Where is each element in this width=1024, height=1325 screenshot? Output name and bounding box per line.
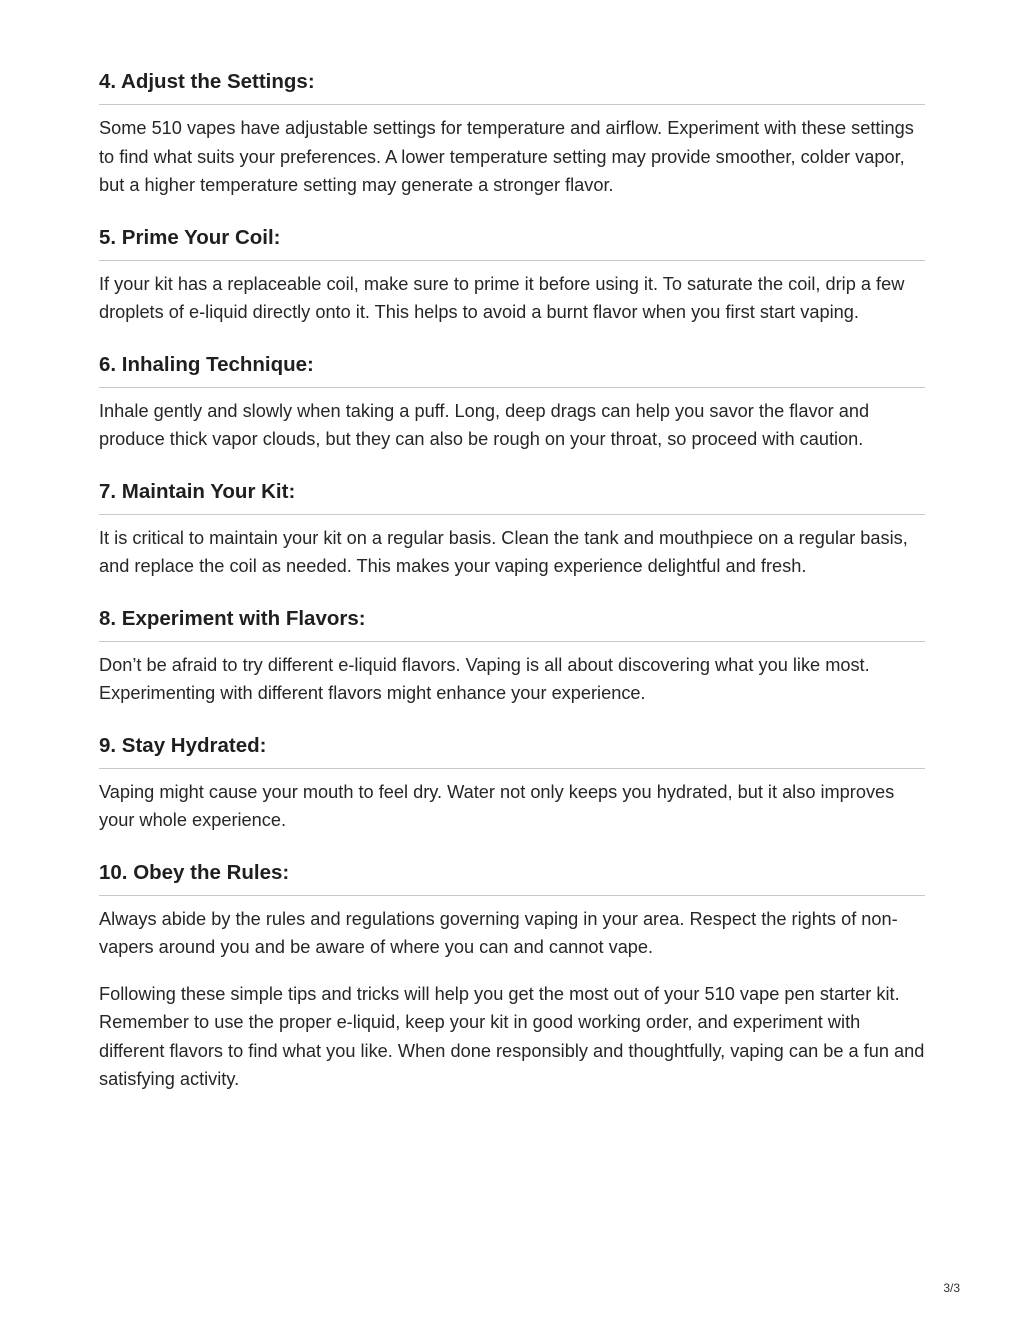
section-heading: 8. Experiment with Flavors:	[99, 604, 925, 642]
document-content	[99, 67, 925, 1094]
closing-paragraph: Following these simple tips and tricks will help you get the most out of your 510 vape pen starter kit. Remember to use the proper e-liquid, keep your kit in good working order, and experiment with different flavors to find what you like. When done responsibly and thoughtfully, vaping can be a fun and satisfying activity.	[99, 983, 925, 1089]
section-obey-rules	[99, 858, 925, 1094]
section-heading: 7. Maintain Your Kit:	[99, 477, 925, 515]
section-heading: 4. Adjust the Settings:	[99, 67, 925, 105]
section-heading: 9. Stay Hydrated:	[99, 731, 925, 769]
section-paragraph: If your kit has a replaceable coil, make sure to prime it before using it. To saturate the coil, drip a few droplets of e-liquid directly onto it. This helps to avoid a burnt flavor when you first start vaping.	[99, 273, 905, 322]
section-stay-hydrated	[99, 731, 925, 835]
section-heading: 5. Prime Your Coil:	[99, 223, 925, 261]
section-paragraph: Always abide by the rules and regulations governing vaping in your area. Respect the rights of non-vapers around you and be aware of where you can and cannot vape.	[99, 908, 898, 957]
section-paragraph: Inhale gently and slowly when taking a puff. Long, deep drags can help you savor the flavor and produce thick vapor clouds, but they can also be rough on your throat, so proceed with caution.	[99, 400, 870, 449]
section-maintain-kit	[99, 477, 925, 581]
section-experiment-flavors	[99, 604, 925, 708]
section-adjust-settings	[99, 67, 925, 200]
section-paragraph: It is critical to maintain your kit on a regular basis. Clean the tank and mouthpiece on a regular basis, and replace the coil as needed. This makes your vaping experience delightful and fresh.	[99, 527, 908, 576]
section-inhaling-technique	[99, 350, 925, 454]
section-paragraph: Don’t be afraid to try different e-liquid flavors. Vaping is all about discovering what you like most. Experimenting with different flavors might enhance your experience.	[99, 654, 870, 703]
section-paragraph: Vaping might cause your mouth to feel dry. Water not only keeps you hydrated, but it also improves your whole experience.	[99, 781, 895, 830]
section-heading: 6. Inhaling Technique:	[99, 350, 925, 388]
section-heading: 10. Obey the Rules:	[99, 858, 925, 896]
section-paragraph: Some 510 vapes have adjustable settings for temperature and airflow. Experiment with these settings to find what suits your preferences. A lower temperature setting may provide smoother, colder vapor, but a higher temperature setting may generate a stronger flavor.	[99, 118, 914, 195]
page-number: 3/3	[943, 1281, 960, 1295]
section-prime-coil	[99, 223, 925, 327]
